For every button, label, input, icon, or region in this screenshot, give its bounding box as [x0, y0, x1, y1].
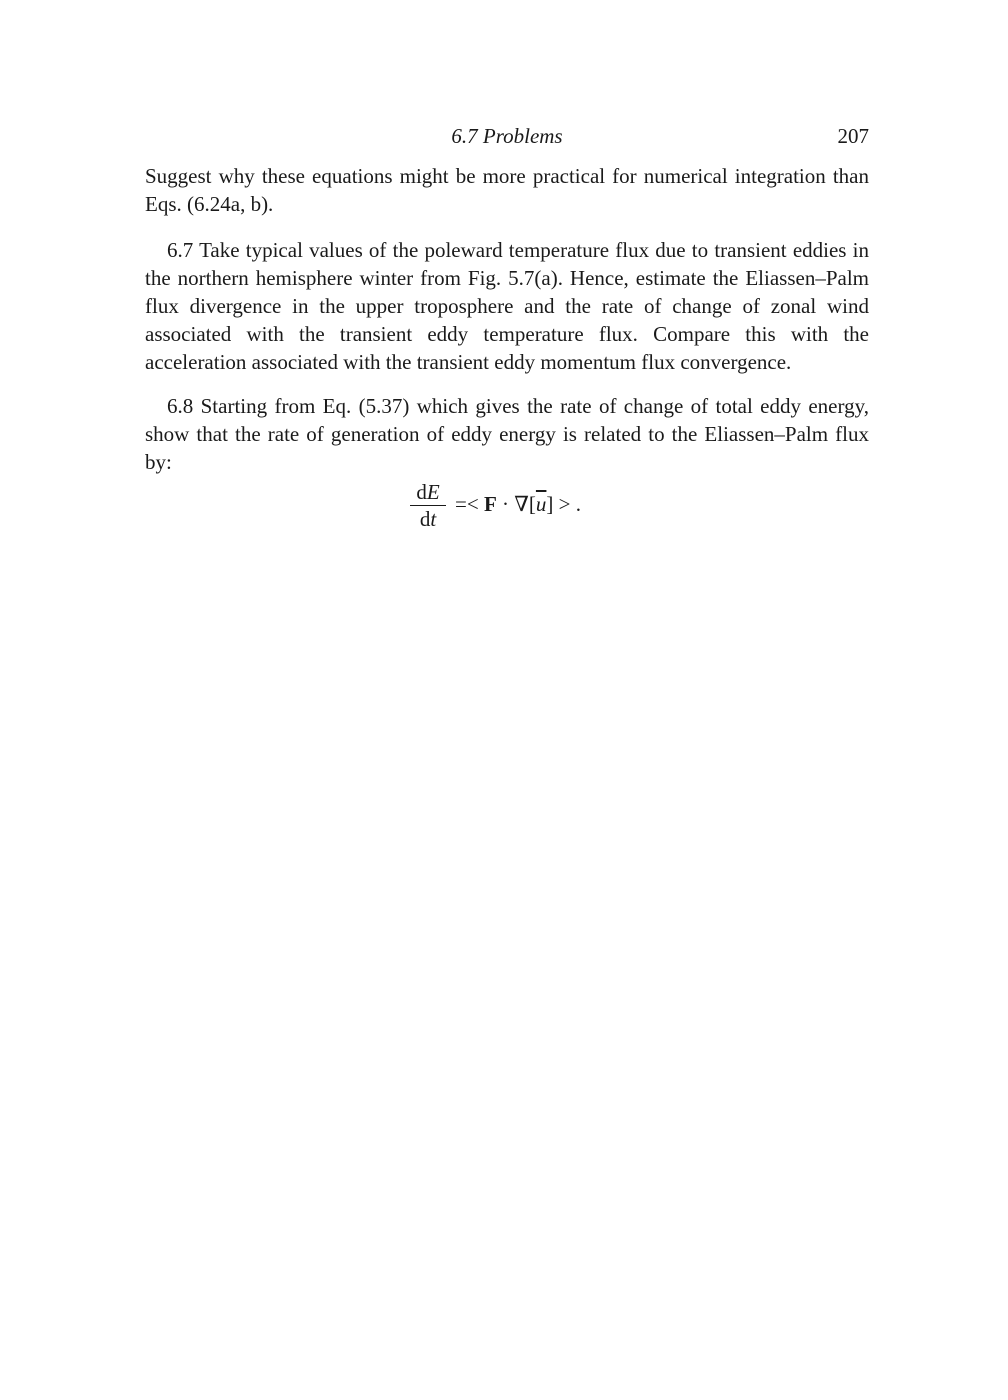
- mean-zonal-wind: $\overline{u}$: [535, 492, 547, 516]
- equation-eddy-energy-generation: [145, 476, 869, 536]
- dot-operator: ·: [502, 492, 510, 516]
- fraction-bar: [410, 505, 446, 506]
- problem-6-7: 6.7 Take typical values of the poleward temperature flux due to transient eddies in the northern hemisphere winter from Fig. 5.7(a). Hence, estimate the Eliassen–Palm flux divergence in the upper troposphere and the rate of change of zonal wind associated with the transient eddy temperature flux. Compare this with the acceleration associated with the transient eddy momentum flux convergence.: [145, 238, 869, 374]
- numerator-variable: E: [426, 480, 440, 504]
- running-head: [145, 122, 869, 152]
- problem-6-8: 6.8 Starting from Eq. (5.37) which gives the rate of change of total eddy energy, show that the rate of generation of eddy energy is related to the Eliassen–Palm flux by:: [145, 394, 869, 474]
- equals-bracket: =<: [455, 492, 479, 516]
- section-running-title: 6.7 Problems: [451, 124, 563, 148]
- nabla-operator: ∇[: [514, 492, 536, 516]
- continuation-paragraph: Suggest why these equations might be more practical for numerical integration than Eqs. (6.24a, b).: [145, 164, 869, 216]
- page-number: 207: [837, 124, 869, 148]
- flux-vector: F: [483, 492, 497, 516]
- closing-bracket: ] > .: [546, 492, 582, 516]
- fraction-dE-dt: [410, 480, 446, 531]
- book-page: [145, 122, 869, 536]
- numerator-d: d: [416, 480, 427, 504]
- denominator-d: d: [419, 507, 431, 531]
- equation-right-hand-side: [455, 492, 581, 517]
- denominator-variable: t: [430, 507, 437, 531]
- fraction-denominator: [410, 507, 446, 531]
- fraction-numerator: [410, 480, 446, 504]
